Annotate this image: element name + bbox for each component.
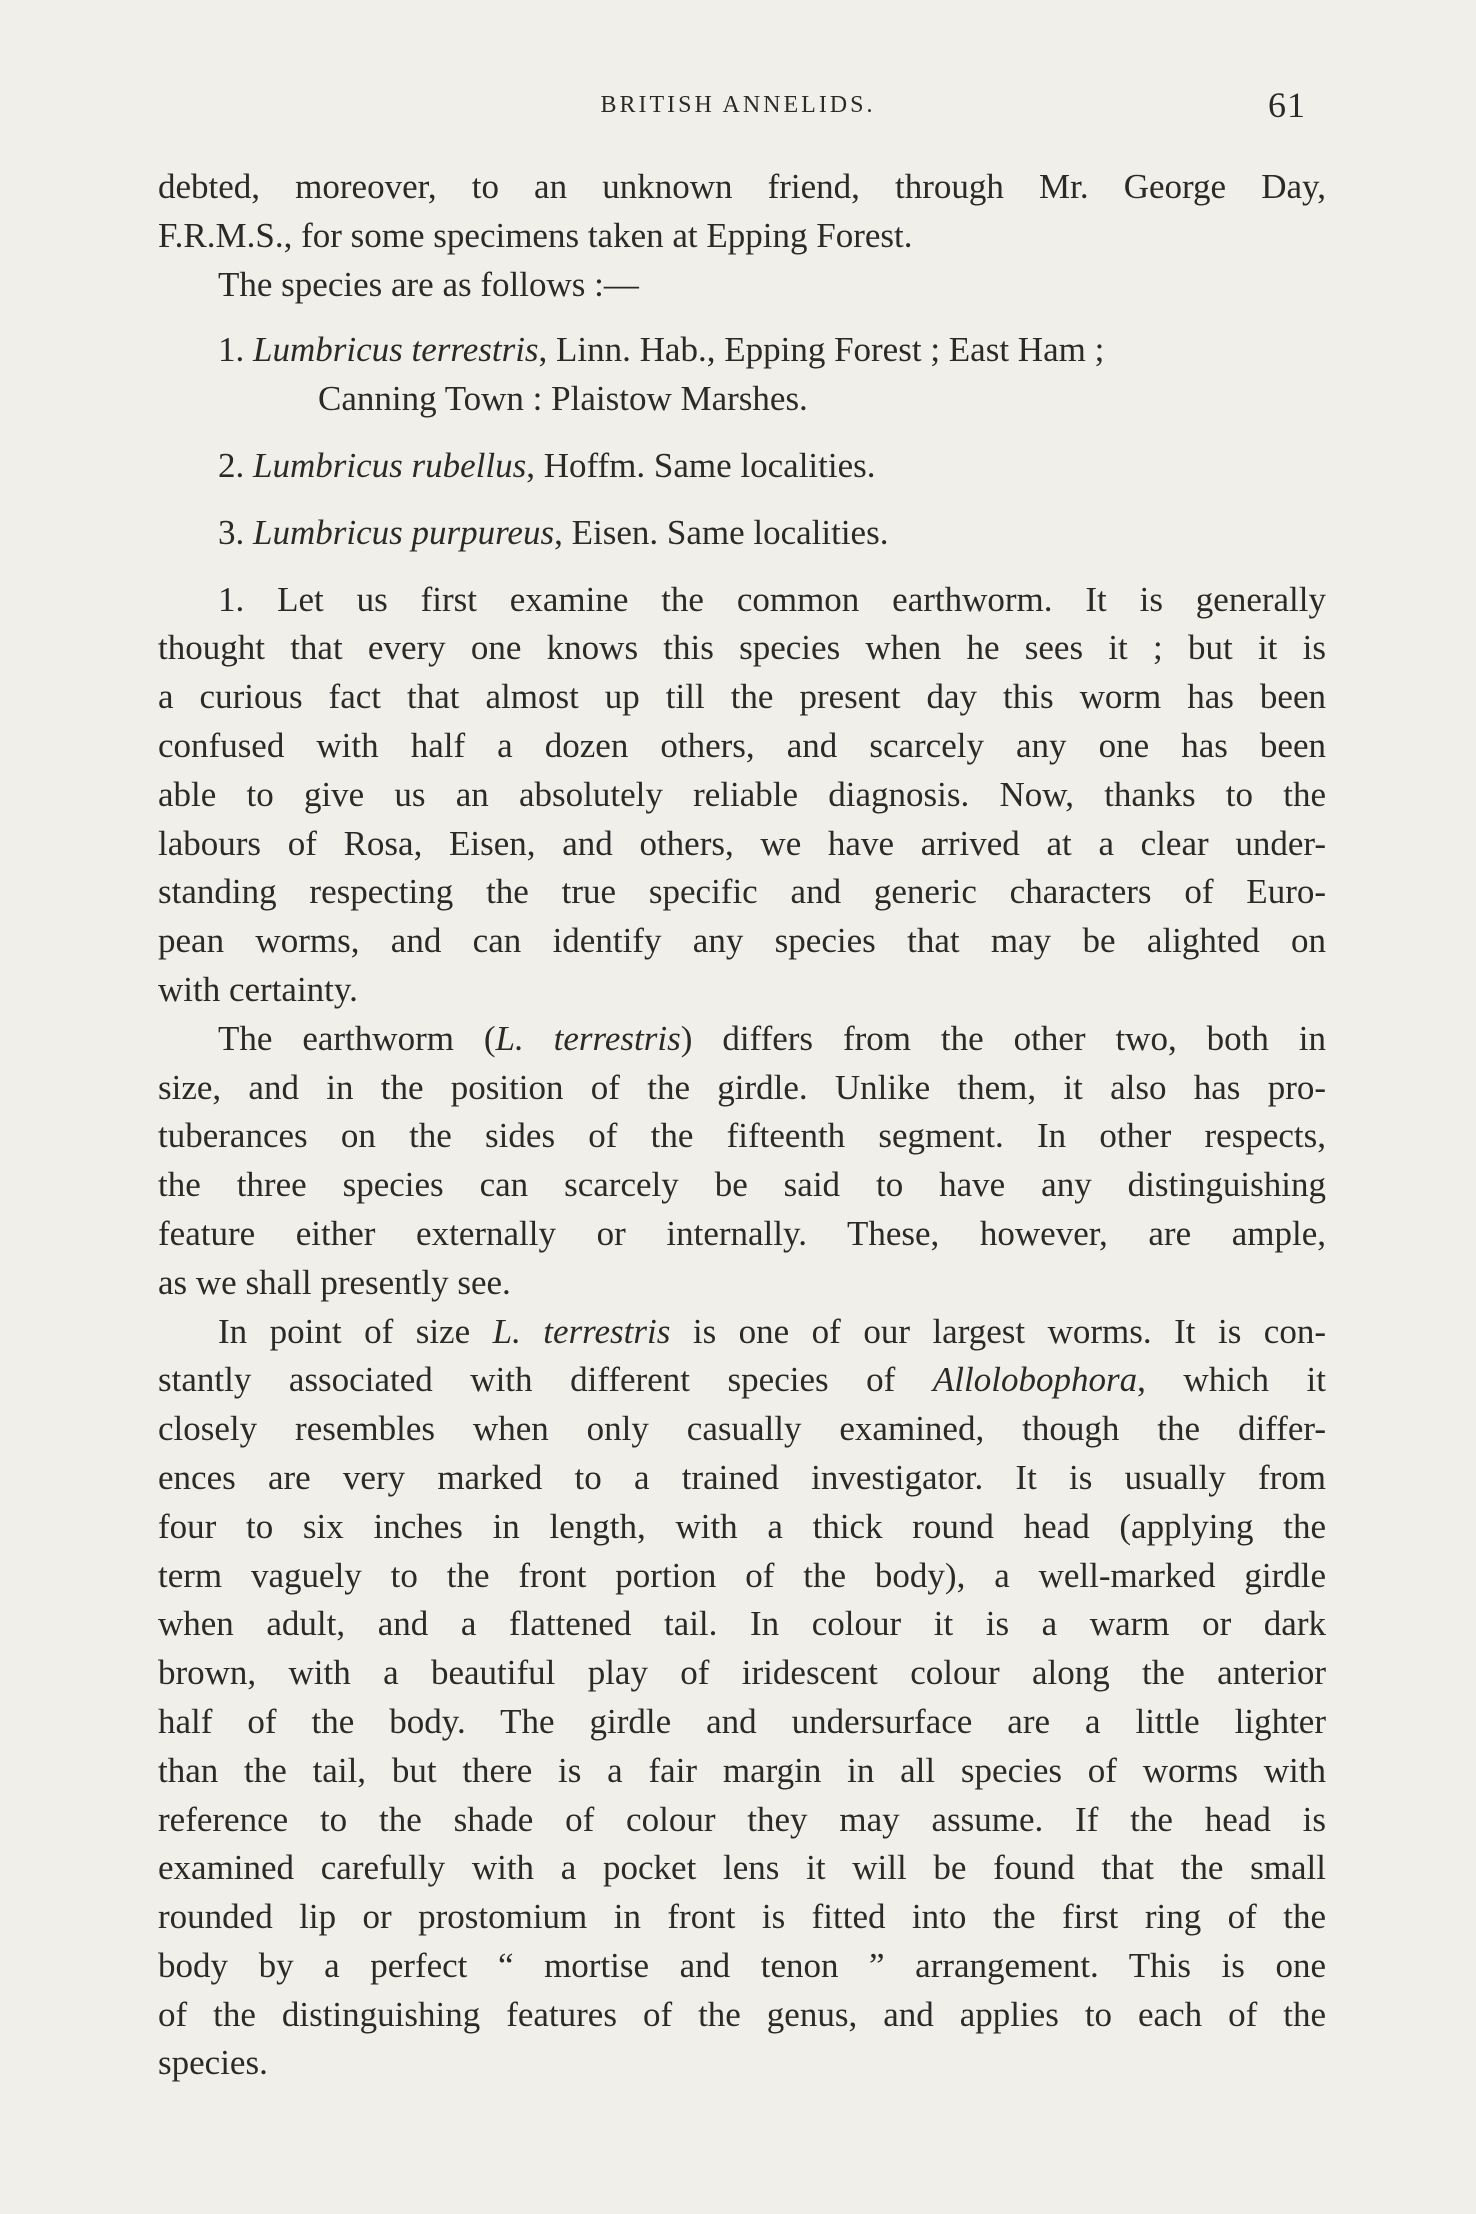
text-line: confused with half a dozen others, and scarcely any one has been xyxy=(158,725,1326,765)
body-text xyxy=(158,163,1326,2088)
species-name: Lumbricus terrestris xyxy=(253,330,539,370)
text-line: tuberances on the sides of the fifteenth segment. In other respects, xyxy=(158,1116,1326,1156)
text-line: of the distinguishing features of the genus, and applies to each of the xyxy=(158,1994,1326,2034)
text-line: labours of Rosa, Eisen, and others, we have arrived at a clear under- xyxy=(158,823,1326,863)
list-number: 3. xyxy=(218,512,245,552)
running-title: BRITISH ANNELIDS. xyxy=(600,92,876,118)
list-number: 1. xyxy=(218,330,245,370)
text-line: pean worms, and can identify any species that may be alighted on xyxy=(158,921,1326,961)
species-name: Lumbricus purpureus xyxy=(253,512,555,552)
text-line: feature either externally or internally. These, however, are ample, xyxy=(158,1213,1326,1253)
genus-name: Allolobophora xyxy=(932,1360,1138,1400)
text-line: rounded lip or prostomium in front is fitted into the first ring of the xyxy=(158,1897,1326,1937)
text-line: ences are very marked to a trained investigator. It is usually from xyxy=(158,1457,1326,1497)
species-name: L. terrestris xyxy=(495,1018,681,1058)
species-details: , Hoffm. Same localities. xyxy=(526,445,876,485)
running-head xyxy=(0,85,1476,128)
list-item xyxy=(158,326,1326,375)
paragraph xyxy=(158,1308,1326,2089)
text-line: thought that every one knows this species when he sees it ; but it is xyxy=(158,628,1326,668)
text-line: as we shall presently see. xyxy=(158,1262,511,1302)
paragraph xyxy=(158,1015,1326,1308)
list-item-continuation: Canning Town : Plaistow Marshes. xyxy=(318,379,808,419)
text-line: examined carefully with a pocket lens it will be found that the small xyxy=(158,1848,1326,1888)
text-line: standing respecting the true specific and generic characters of Euro- xyxy=(158,872,1326,912)
text-line: species. xyxy=(158,2043,268,2083)
text-line: four to six inches in length, with a thick round head (applying the xyxy=(158,1506,1326,1546)
page-number: 61 xyxy=(1268,85,1306,125)
text-line: a curious fact that almost up till the present day this worm has been xyxy=(158,677,1326,717)
text-line: than the tail, but there is a fair margin in all species of worms with xyxy=(158,1750,1326,1790)
text-line: The earthworm (L. terrestris) differs from the other two, both in xyxy=(218,1018,1326,1058)
list-item xyxy=(158,509,1326,558)
intro-line: F.R.M.S., for some specimens taken at Epping Forest. xyxy=(158,215,913,255)
intro-line: The species are as follows :— xyxy=(218,264,639,304)
species-name: Lumbricus rubellus xyxy=(253,445,527,485)
text-line: able to give us an absolutely reliable diagnosis. Now, thanks to the xyxy=(158,774,1326,814)
text-line: In point of size L. terrestris is one of our largest worms. It is con- xyxy=(218,1311,1326,1351)
species-details: , Linn. Hab., Epping Forest ; East Ham ; xyxy=(538,330,1105,370)
paragraph xyxy=(158,576,1326,1015)
text-line: body by a perfect “ mortise and tenon ” arrangement. This is one xyxy=(158,1945,1326,1985)
text-line: when adult, and a flattened tail. In colour it is a warm or dark xyxy=(158,1604,1326,1644)
list-item xyxy=(158,442,1326,491)
text-line: with certainty. xyxy=(158,969,358,1009)
text-line: the three species can scarcely be said to have any distinguishing xyxy=(158,1165,1326,1205)
species-name: L. terrestris xyxy=(492,1311,671,1351)
text-line: stantly associated with different species of Allolobophora, which it xyxy=(158,1360,1326,1400)
species-details: , Eisen. Same localities. xyxy=(554,512,889,552)
text-line: closely resembles when only casually examined, though the differ- xyxy=(158,1409,1326,1449)
species-list xyxy=(158,326,1326,557)
text-line: reference to the shade of colour they may assume. If the head is xyxy=(158,1799,1326,1839)
text-line: half of the body. The girdle and undersurface are a little lighter xyxy=(158,1701,1326,1741)
list-number: 2. xyxy=(218,445,245,485)
text-line: size, and in the position of the girdle. Unlike them, it also has pro- xyxy=(158,1067,1326,1107)
text-line: brown, with a beautiful play of iridescent colour along the anterior xyxy=(158,1653,1326,1693)
text-line: 1. Let us first examine the common earthworm. It is generally xyxy=(218,579,1326,619)
intro-line: debted, moreover, to an unknown friend, through Mr. George Day, xyxy=(158,167,1326,206)
text-line: term vaguely to the front portion of the body), a well-marked girdle xyxy=(158,1555,1326,1595)
